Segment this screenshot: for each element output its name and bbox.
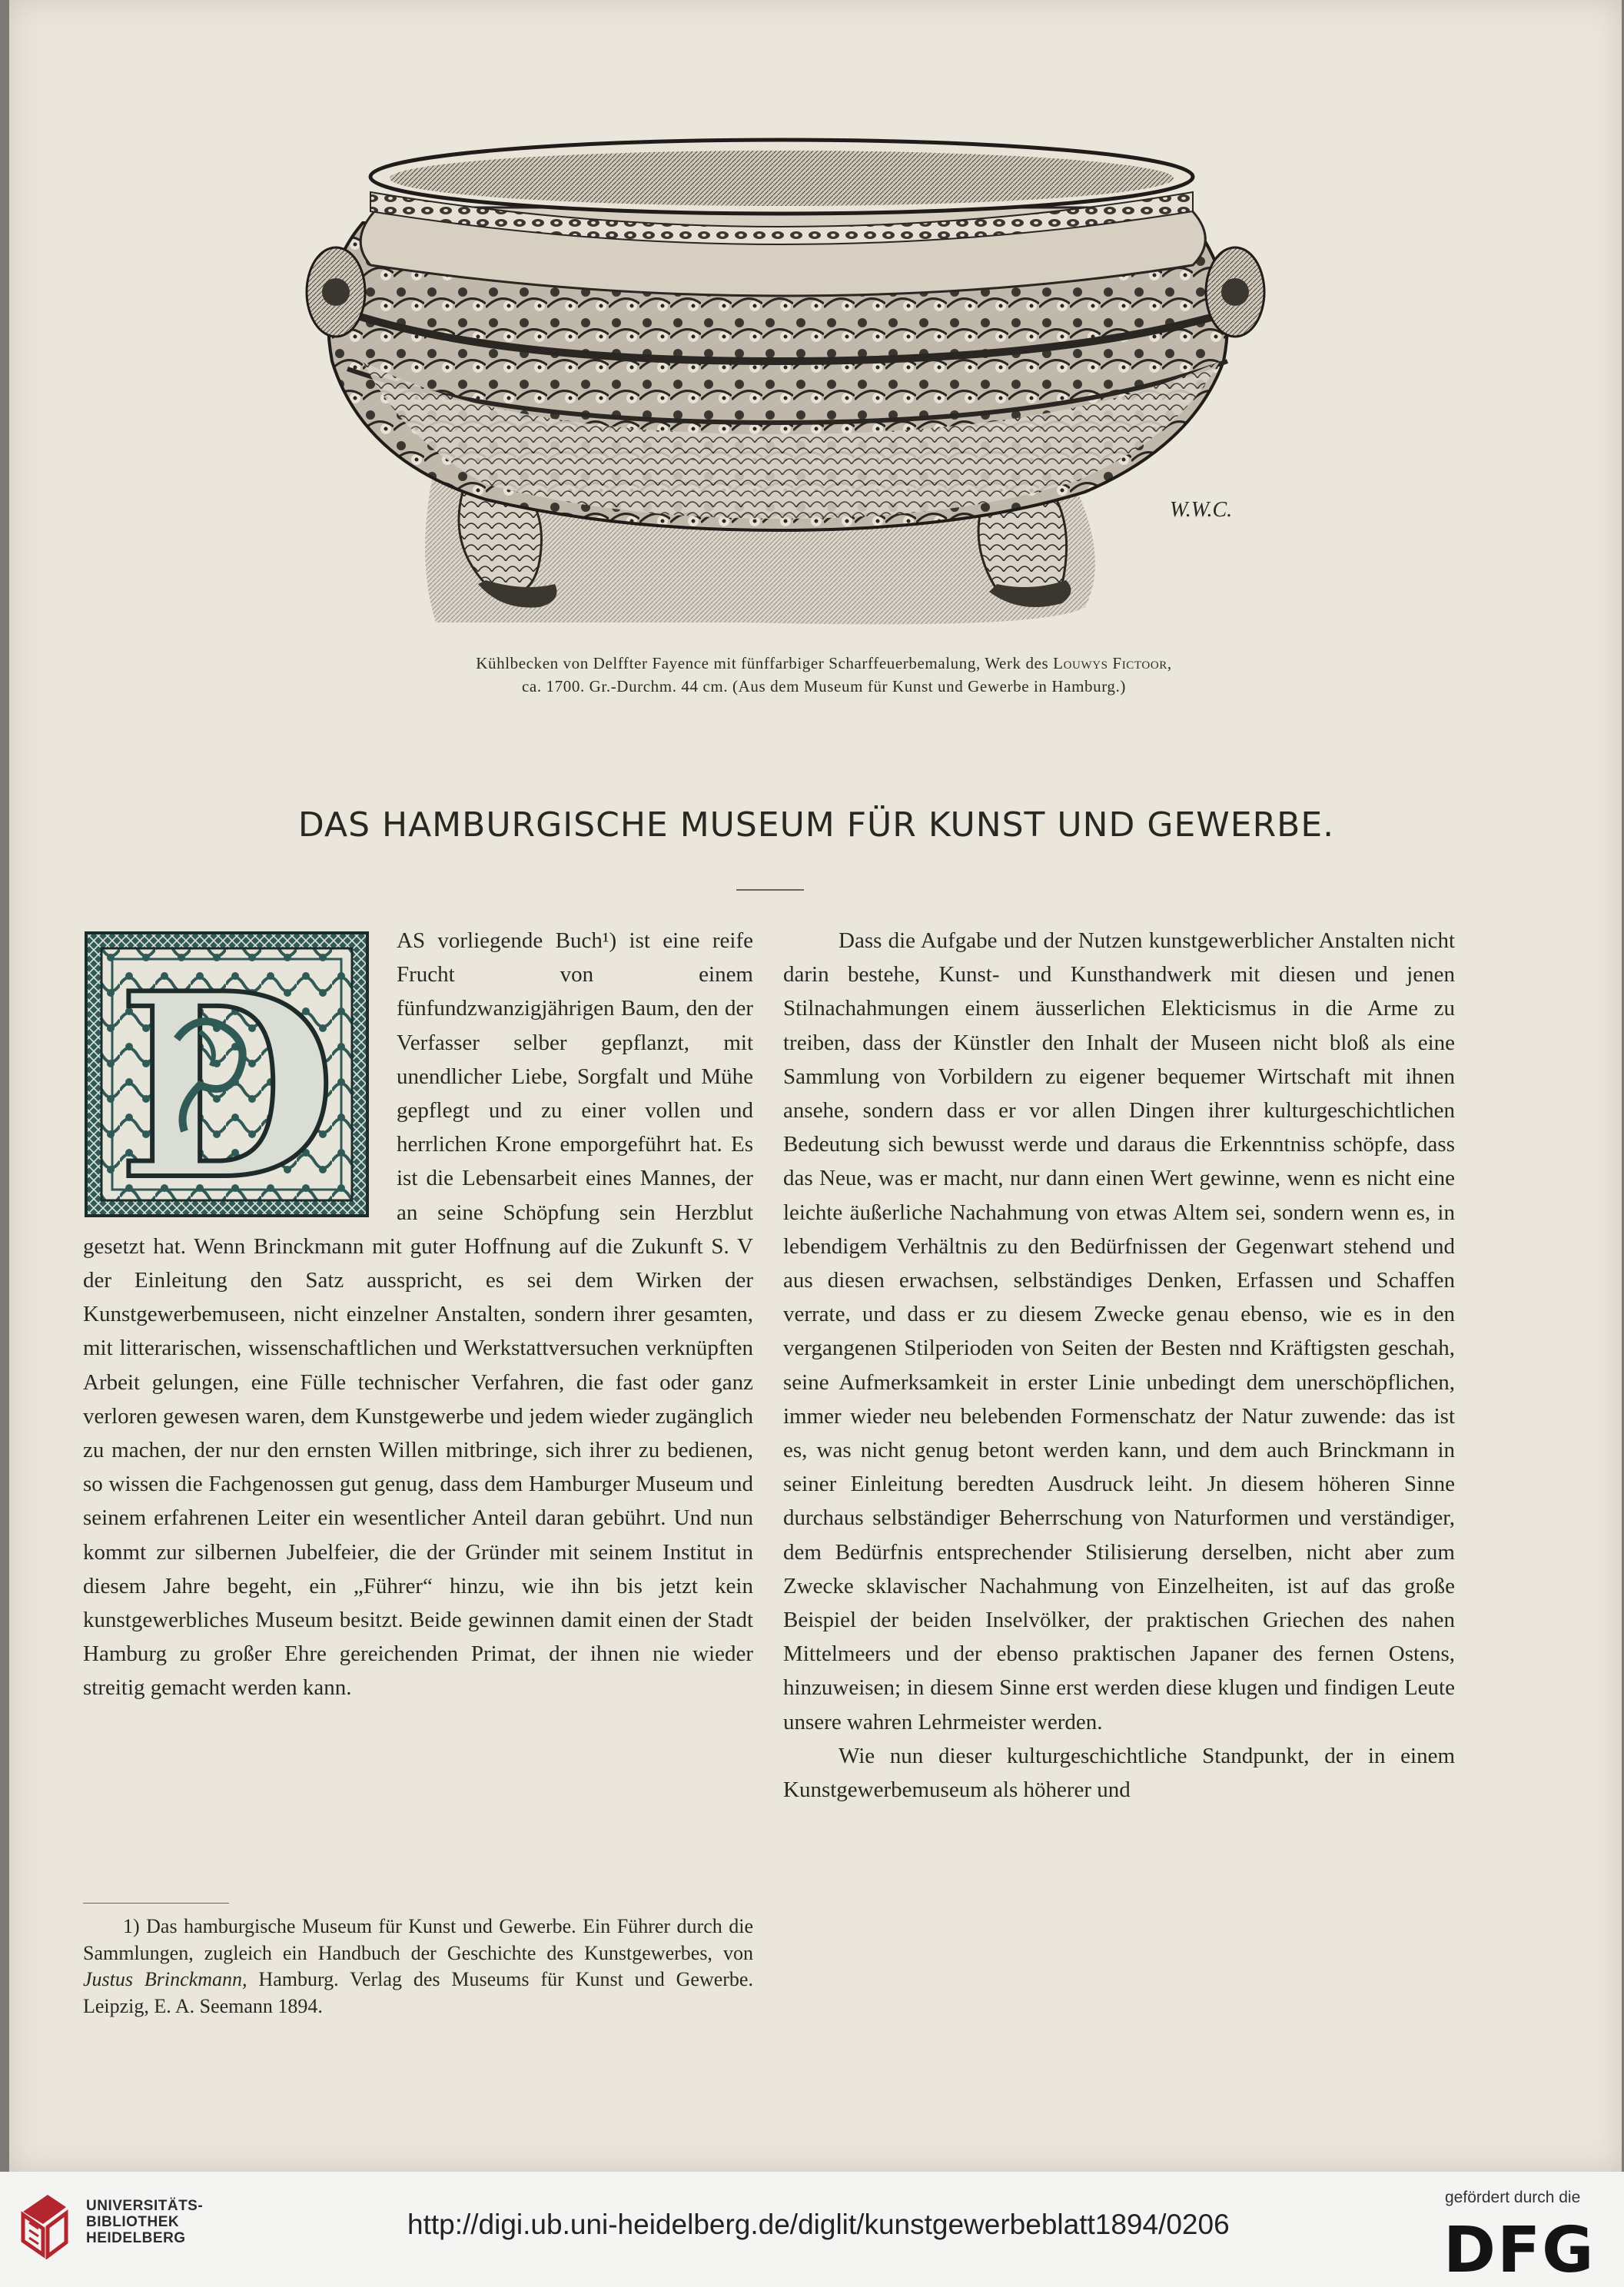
ornamental-initial bbox=[85, 931, 369, 1217]
right-column bbox=[783, 924, 1455, 1807]
library-logo-icon bbox=[17, 2189, 72, 2259]
footnote: 1) Das hamburgische Museum für Kunst und Gewerbe. Ein Führer durch die Sammlungen, zugleich ein Handbuch der Geschichte des Kunstgewerbes, von Justus Brinckmann, Hamburg. Verlag des Museums für Kunst und Gewerbe. Leipzig, E. A. Seemann 1894. bbox=[83, 1915, 753, 2017]
digitization-footer bbox=[0, 2172, 1624, 2287]
right-column-paragraph-1: Dass die Aufgabe und der Nutzen kunstgewerblicher Anstalten nicht darin bestehe, Kunst- und Kunsthandwerk mit diesen und jenen Stilnachahmungen einem äusserlichen Elekticismus in die Arme zu treiben, dass der Künstler den Inhalt der Museen nicht bloß als eine Sammlung von Vorbildern zu eigener bequemer Wirtschaft mit ihnen ansehe, sondern dass er vor allen Dingen ihrer kulturgeschichtlichen Bedeutung sich bewusst werde und daraus die Erkenntniss schöpfe, dass das Neue, was er macht, nur dann einen Wert gewinne, wenn es nicht eine leichte äußerliche Nachahmung von etwas Altem sei, sondern wenn es, in lebendigem Verhältnis zu den Bedürfnissen der Gegenwart stehend und aus diesen erwachsen, selbständiges Denken, Erfassen und Schaffen verrate, und dass er zu diesem Zwecke genau ebenso, wie es in den vergangenen Stilperioden von Seiten der Besten nnd Kräftigsten geschah, seine Aufmerksamkeit in erster Linie unbedingt dem unerschöpflichen, immer wieder neu belebenden Formenschatz der Natur zuwende: das ist es, was nicht genug betont werden kann, und dem auch Brinckmann in seiner Einleitung beredten Ausdruck leiht. Jn diesem höheren Sinne durchaus selbständiger Beherrschung von Naturformen und verständiger, dem Bedürfnis entsprechender Stilisierung derselben, nicht aber zum Zwecke sklavischer Nachahmung von Einzelheiten, ist auf das große Beispiel der beiden Inselvölker, der praktischen Griechen des nahen Mittelmeers und der ebenso praktischen Japaner des fernen Ostens, hinzuweisen; in diesem Sinne erst werden diese klugen und findigen Leute unsere wahren Lehrmeister werden. bbox=[783, 928, 1455, 1734]
article-title: DAS HAMBURGISCHE MUSEUM FÜR KUNST UND GEWERBE. bbox=[297, 805, 1335, 845]
footnote-rule bbox=[83, 1903, 229, 1904]
funding-note: gefördert durch die bbox=[1445, 2189, 1581, 2206]
source-url-link[interactable]: http://digi.ub.uni-heidelberg.de/diglit/kunstgewerbeblatt1894/0206 bbox=[407, 2209, 1230, 2240]
figure-caption-line-2: ca. 1700. Gr.-Durchm. 44 cm. (Aus dem Museum für Kunst und Gewerbe in Hamburg.) bbox=[522, 677, 1126, 695]
right-column-paragraph-2: Wie nun dieser kulturgeschichtliche Standpunkt, der in einem Kunstgewerbemuseum als höherer und bbox=[783, 1743, 1455, 1803]
initial-letter: D bbox=[116, 938, 337, 1217]
left-column bbox=[83, 924, 753, 1705]
vase-illustration bbox=[271, 131, 1293, 630]
title-rule bbox=[736, 889, 804, 891]
figure-caption-line-1: Kühlbecken von Delffter Fayence mit fünffarbiger Scharffeuerbemalung, Werk des Louwys Fictoor, bbox=[476, 654, 1172, 672]
scanned-page bbox=[9, 0, 1622, 2172]
dfg-logo: DFG bbox=[1443, 2214, 1596, 2287]
library-name: UNIVERSITÄTS- BIBLIOTHEK HEIDELBERG bbox=[86, 2198, 204, 2246]
left-column-paragraph: AS vorliegende Buch¹) ist eine reife Frucht von einem fünfundzwanzigjährigen Baum, den der Verfasser selber gepflanzt, mit unendlicher Liebe, Sorgfalt und Mühe gepflegt und zu einer vollen und herrlichen Krone emporgeführt hat. Es ist die Lebensarbeit eines Mannes, der an seine Schöpfung sein Herzblut gesetzt hat. Wenn Brinckmann mit guter Hoffnung auf die Zukunft S. V der Einleitung den Satz ausspricht, es sei dem Wirken der Kunstgewerbemuseen, nicht einzelner Anstalten, sondern ihrer gesamten, mit litterarischen, wissenschaftlichen und Werkstattversuchen verknüpften Arbeit gelungen, eine Fülle technischer Verfahren, die fast oder ganz verloren gewesen waren, dem Kunstgewerbe und jedem wieder zugänglich zu machen, der nur den ernsten Willen mitbringe, sich ihrer zu bedienen, so wissen die Fachgenossen gut genug, dass dem Hamburger Museum und seinem erfahrenen Leiter ein wesentlicher Anteil daran gebührt. Und nun kommt zur silbernen Jubelfeier, die der Gründer mit seinem Institut in diesem Jahre begeht, ein „Führer“ hinzu, wie ihn bis jetzt kein kunstgewerbliches Museum besitzt. Beide gewinnen damit einen der Stadt Hamburg zu großer Ehre gereichenden Primat, der ihnen nie wieder streitig gemacht werden kann. bbox=[83, 928, 753, 1701]
illustrator-signature: W.W.C. bbox=[1170, 498, 1233, 522]
